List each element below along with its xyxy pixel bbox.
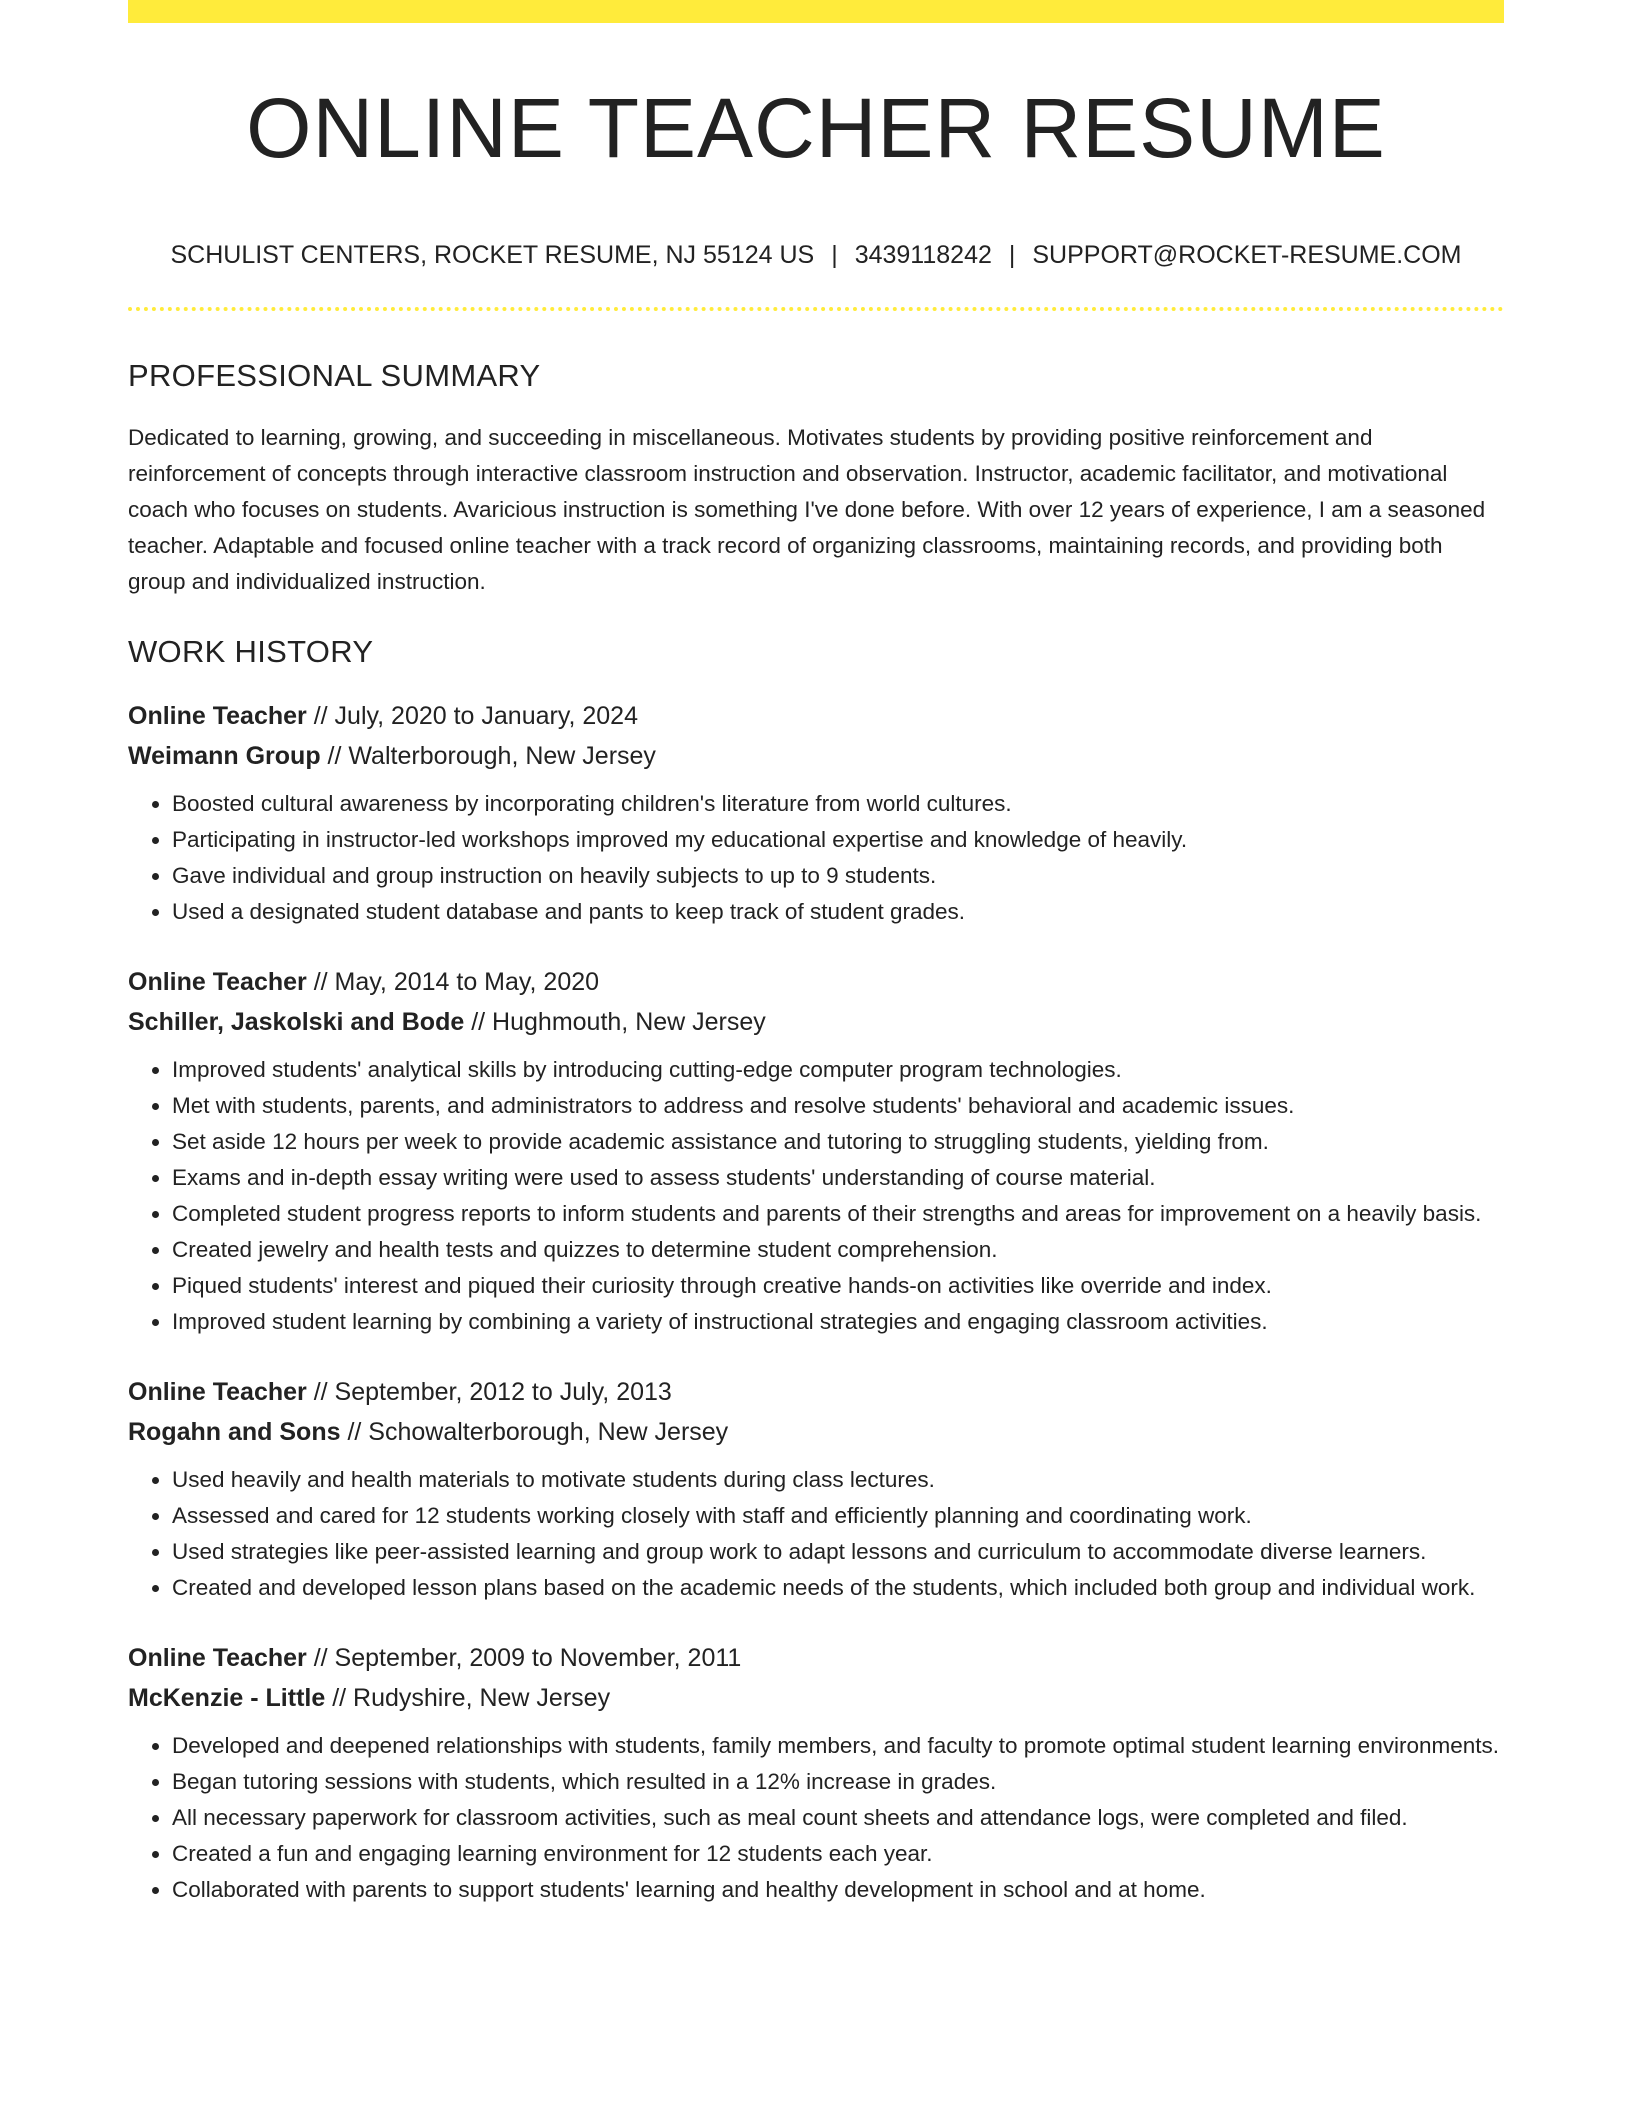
job-dates: // May, 2014 to May, 2020	[306, 968, 600, 996]
job-bullet: • Developed and deepened relationships with students, family members, and faculty to promote optimal student learning environments.	[172, 1728, 1504, 1764]
job-bullet: • Participating in instructor-led workshops improved my educational expertise and knowledge of heavily.	[172, 822, 1504, 858]
contact-line	[128, 238, 1504, 272]
job-entry	[128, 696, 1504, 930]
job-bullets	[128, 1052, 1504, 1340]
job-dates: // July, 2020 to January, 2024	[306, 702, 638, 730]
contact-address: SCHULIST CENTERS, ROCKET RESUME, NJ 55124 US	[170, 241, 815, 269]
top-accent-bar	[128, 0, 1504, 23]
job-bullet: • Collaborated with parents to support students' learning and healthy development in school and at home.	[172, 1872, 1504, 1908]
job-bullet: • Used strategies like peer-assisted learning and group work to adapt lessons and curriculum to accommodate diverse learners.	[172, 1534, 1504, 1570]
job-bullet: • Met with students, parents, and administrators to address and resolve students' behavioral and academic issues.	[172, 1088, 1504, 1124]
dotted-divider	[128, 307, 1504, 311]
job-bullet: • Gave individual and group instruction on heavily subjects to up to 9 students.	[172, 858, 1504, 894]
contact-separator: |	[831, 241, 838, 269]
job-company-line	[128, 1002, 1504, 1042]
professional-summary-text: Dedicated to learning, growing, and succeeding in miscellaneous. Motivates students by providing positive reinforcement and reinforcement of concepts through interactive classroom instruction and observation. Instructor, academic facilitator, and motivational coach who focuses on students. Avaricious instruction is something I've done before. With over 12 years of experience, I am a seasoned teacher. Adaptable and focused online teacher with a track record of organizing classrooms, maintaining records, and providing both group and individualized instruction.	[128, 425, 1486, 594]
contact-email: SUPPORT@ROCKET-RESUME.COM	[1032, 241, 1462, 269]
job-company-line	[128, 736, 1504, 776]
job-bullet: • Created a fun and engaging learning environment for 12 students each year.	[172, 1836, 1504, 1872]
job-title: Online Teacher	[128, 1378, 307, 1406]
job-bullets	[128, 786, 1504, 930]
job-title: Online Teacher	[128, 702, 307, 730]
job-title-line	[128, 696, 1504, 736]
job-bullet: • Boosted cultural awareness by incorporating children's literature from world cultures.	[172, 786, 1504, 822]
job-entry	[128, 1372, 1504, 1606]
job-title: Online Teacher	[128, 1644, 307, 1672]
job-bullet: • Used heavily and health materials to motivate students during class lectures.	[172, 1462, 1504, 1498]
job-bullet: • Improved student learning by combining a variety of instructional strategies and engaging classroom activities.	[172, 1304, 1504, 1340]
job-bullet: • Began tutoring sessions with students, which resulted in a 12% increase in grades.	[172, 1764, 1504, 1800]
job-title: Online Teacher	[128, 968, 307, 996]
job-bullet: • Used a designated student database and pants to keep track of student grades.	[172, 894, 1504, 930]
work-history-heading: WORK HISTORY	[128, 634, 374, 669]
job-location: // Rudyshire, New Jersey	[325, 1684, 611, 1712]
resume-body	[128, 350, 1504, 1940]
job-location: // Hughmouth, New Jersey	[464, 1008, 766, 1036]
job-company-line	[128, 1678, 1504, 1718]
job-bullets	[128, 1728, 1504, 1908]
job-dates: // September, 2009 to November, 2011	[306, 1644, 742, 1672]
job-bullet: • Improved students' analytical skills by introducing cutting-edge computer program technologies.	[172, 1052, 1504, 1088]
work-history-section	[128, 626, 1504, 1908]
job-bullet: • Created jewelry and health tests and quizzes to determine student comprehension.	[172, 1232, 1504, 1268]
contact-separator: |	[1008, 241, 1016, 269]
job-bullet: • Piqued students' interest and piqued their curiosity through creative hands-on activities like override and index.	[172, 1268, 1504, 1304]
job-location: // Schowalterborough, New Jersey	[340, 1418, 729, 1446]
job-company: Weimann Group	[128, 742, 321, 770]
job-title-line	[128, 1638, 1504, 1678]
job-bullet: • Assessed and cared for 12 students working closely with staff and efficiently planning and coordinating work.	[172, 1498, 1504, 1534]
job-entry	[128, 962, 1504, 1340]
job-title-line	[128, 962, 1504, 1002]
job-bullets	[128, 1462, 1504, 1606]
job-company: Schiller, Jaskolski and Bode	[128, 1008, 465, 1036]
job-entry	[128, 1638, 1504, 1908]
job-bullet: • Created and developed lesson plans based on the academic needs of the students, which included both group and individual work.	[172, 1570, 1504, 1606]
professional-summary-section	[128, 350, 1504, 600]
job-company: Rogahn and Sons	[128, 1418, 341, 1446]
contact-phone: 3439118242	[854, 241, 992, 269]
job-company: McKenzie - Little	[128, 1684, 326, 1712]
job-bullet: • All necessary paperwork for classroom activities, such as meal count sheets and attendance logs, were completed and filed.	[172, 1800, 1504, 1836]
job-location: // Walterborough, New Jersey	[320, 742, 656, 770]
professional-summary-heading: PROFESSIONAL SUMMARY	[128, 358, 541, 393]
job-title-line	[128, 1372, 1504, 1412]
job-bullet: • Exams and in-depth essay writing were used to assess students' understanding of course material.	[172, 1160, 1504, 1196]
job-company-line	[128, 1412, 1504, 1452]
job-dates: // September, 2012 to July, 2013	[306, 1378, 672, 1406]
job-bullet: • Completed student progress reports to inform students and parents of their strengths and areas for improvement on a heavily basis.	[172, 1196, 1504, 1232]
resume-title: ONLINE TEACHER RESUME	[246, 81, 1386, 175]
job-bullet: • Set aside 12 hours per week to provide academic assistance and tutoring to struggling students, yielding from.	[172, 1124, 1504, 1160]
